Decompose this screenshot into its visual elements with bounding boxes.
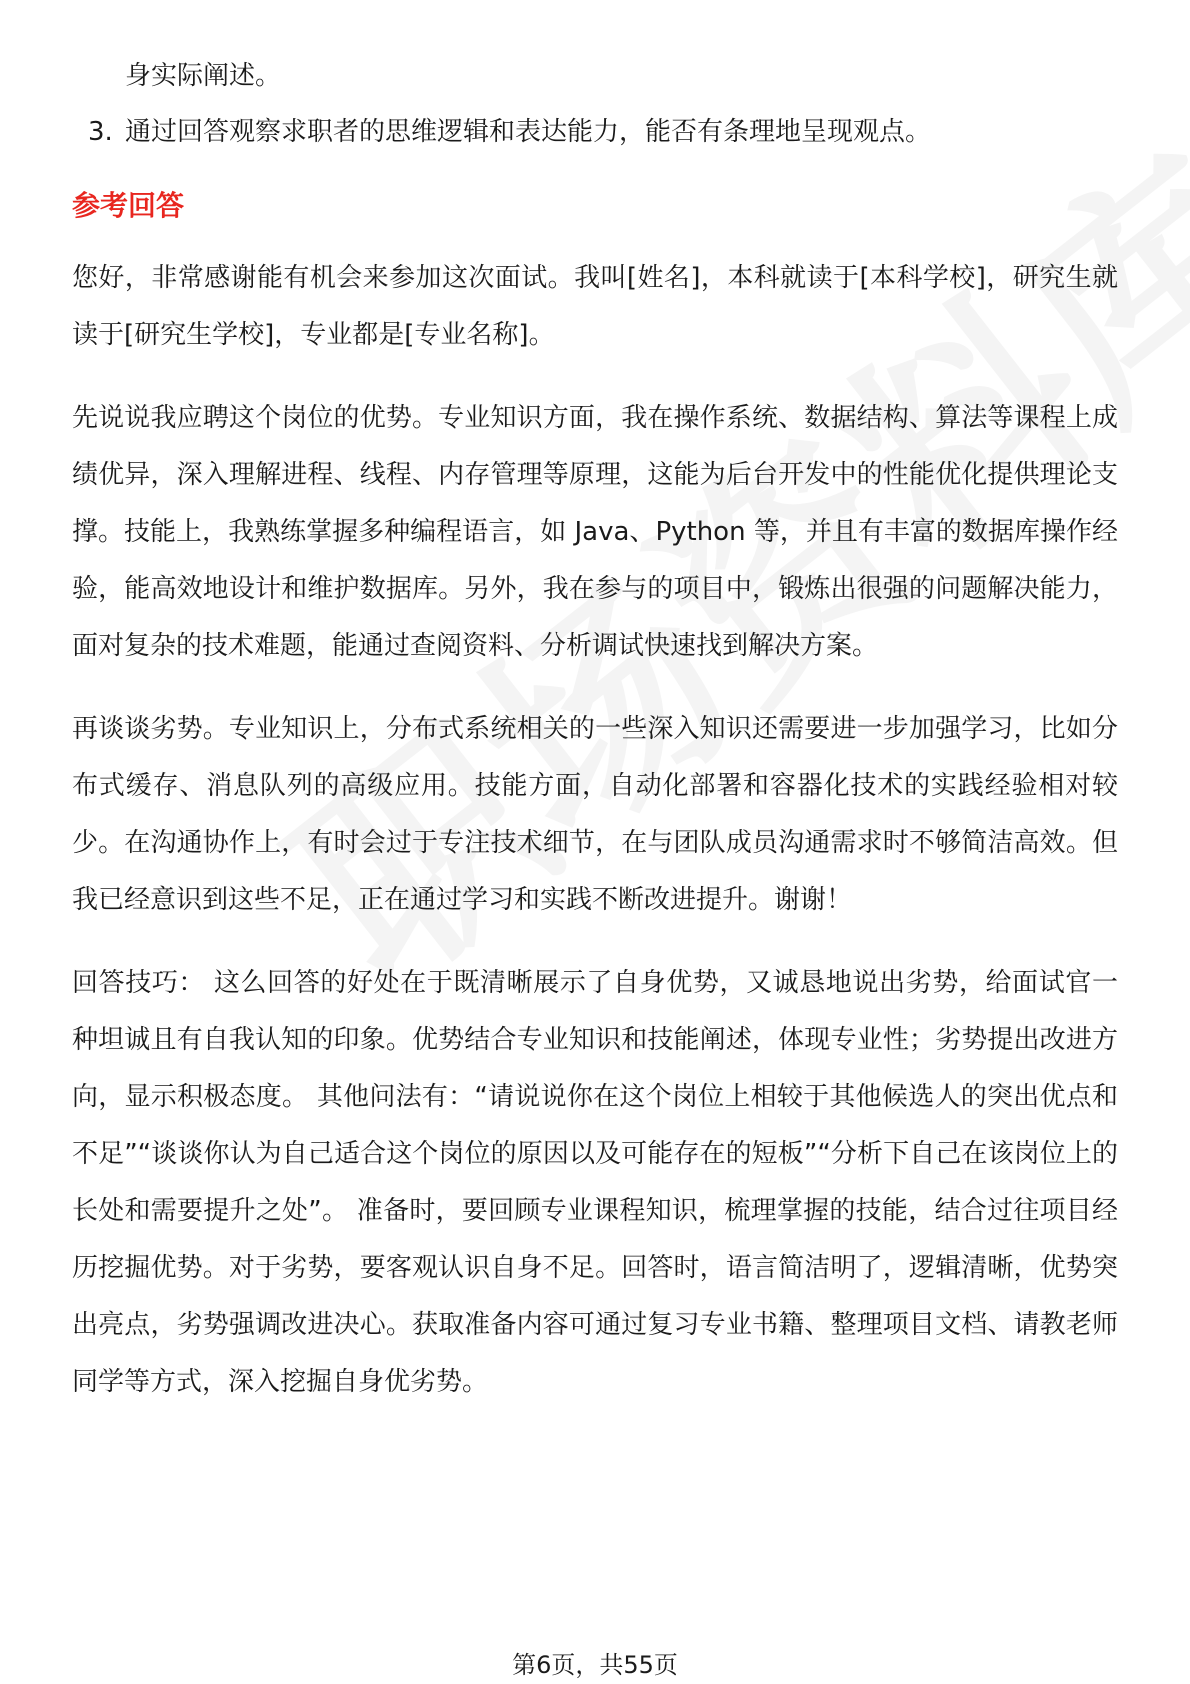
page-number-footer: 第6页，共55页 bbox=[512, 1651, 678, 1679]
paragraph-strengths: 先说说我应聘这个岗位的优势。专业知识方面，我在操作系统、数据结构、算法等课程上成绩优异，深入理解进程、线程、内存管理等原理，这能为后台开发中的性能优化提供理论支撑。技能上，我熟练掌握多种编程语言，如 Java、Python 等，并且有丰富的数据库操作经验，能高效地设计和维护数据库。另外，我在参与的项目中，锻炼出很强的问题解决能力，面对复杂的技术难题，能通过查阅资料、分析调试快速找到解决方案。 bbox=[72, 403, 1118, 661]
section-heading-reference-answer: 参考回答 bbox=[72, 189, 185, 222]
list-item-continuation: 身实际阐述。 bbox=[125, 61, 282, 91]
paragraph-answer-tips: 回答技巧： 这么回答的好处在于既清晰展示了自身优势，又诚恳地说出劣势，给面试官一种坦诚且有自我认知的印象。优势结合专业知识和技能阐述，体现专业性；劣势提出改进方向，显示积极态度。 其他问法有：“请说说你在这个岗位上相较于其他候选人的突出优点和不足”“谈谈你认为自己适合这个岗位的原因以及可能存在的短板”“分析下自己在该岗位上的长处和需要提升之处”。 准备时，要回顾专业课程知识，梳理掌握的技能，结合过往项目经历挖掘优势。对于劣势，要客观认识自身不足。回答时，语言简洁明了，逻辑清晰，优势突出亮点，劣势强调改进决心。获取准备内容可通过复习专业书籍、整理项目文档、请教老师同学等方式，深入挖掘自身优劣势。 bbox=[72, 968, 1118, 1397]
paragraph-weaknesses: 再谈谈劣势。专业知识上，分布式系统相关的一些深入知识还需要进一步加强学习，比如分布式缓存、消息队列的高级应用。技能方面，自动化部署和容器化技术的实践经验相对较少。在沟通协作上，有时会过于专注技术细节，在与团队成员沟通需求时不够简洁高效。但我已经意识到这些不足，正在通过学习和实践不断改进提升。谢谢！ bbox=[72, 714, 1118, 915]
list-text: 通过回答观察求职者的思维逻辑和表达能力，能否有条理地呈现观点。 bbox=[125, 117, 932, 147]
page-content bbox=[72, 48, 1118, 1437]
list-item-3 bbox=[72, 104, 1118, 160]
paragraph-greeting: 您好，非常感谢能有机会来参加这次面试。我叫[姓名]，本科就读于[本科学校]，研究生就读于[研究生学校]，专业都是[专业名称]。 bbox=[72, 263, 1118, 350]
list-number: 3. bbox=[88, 117, 113, 147]
